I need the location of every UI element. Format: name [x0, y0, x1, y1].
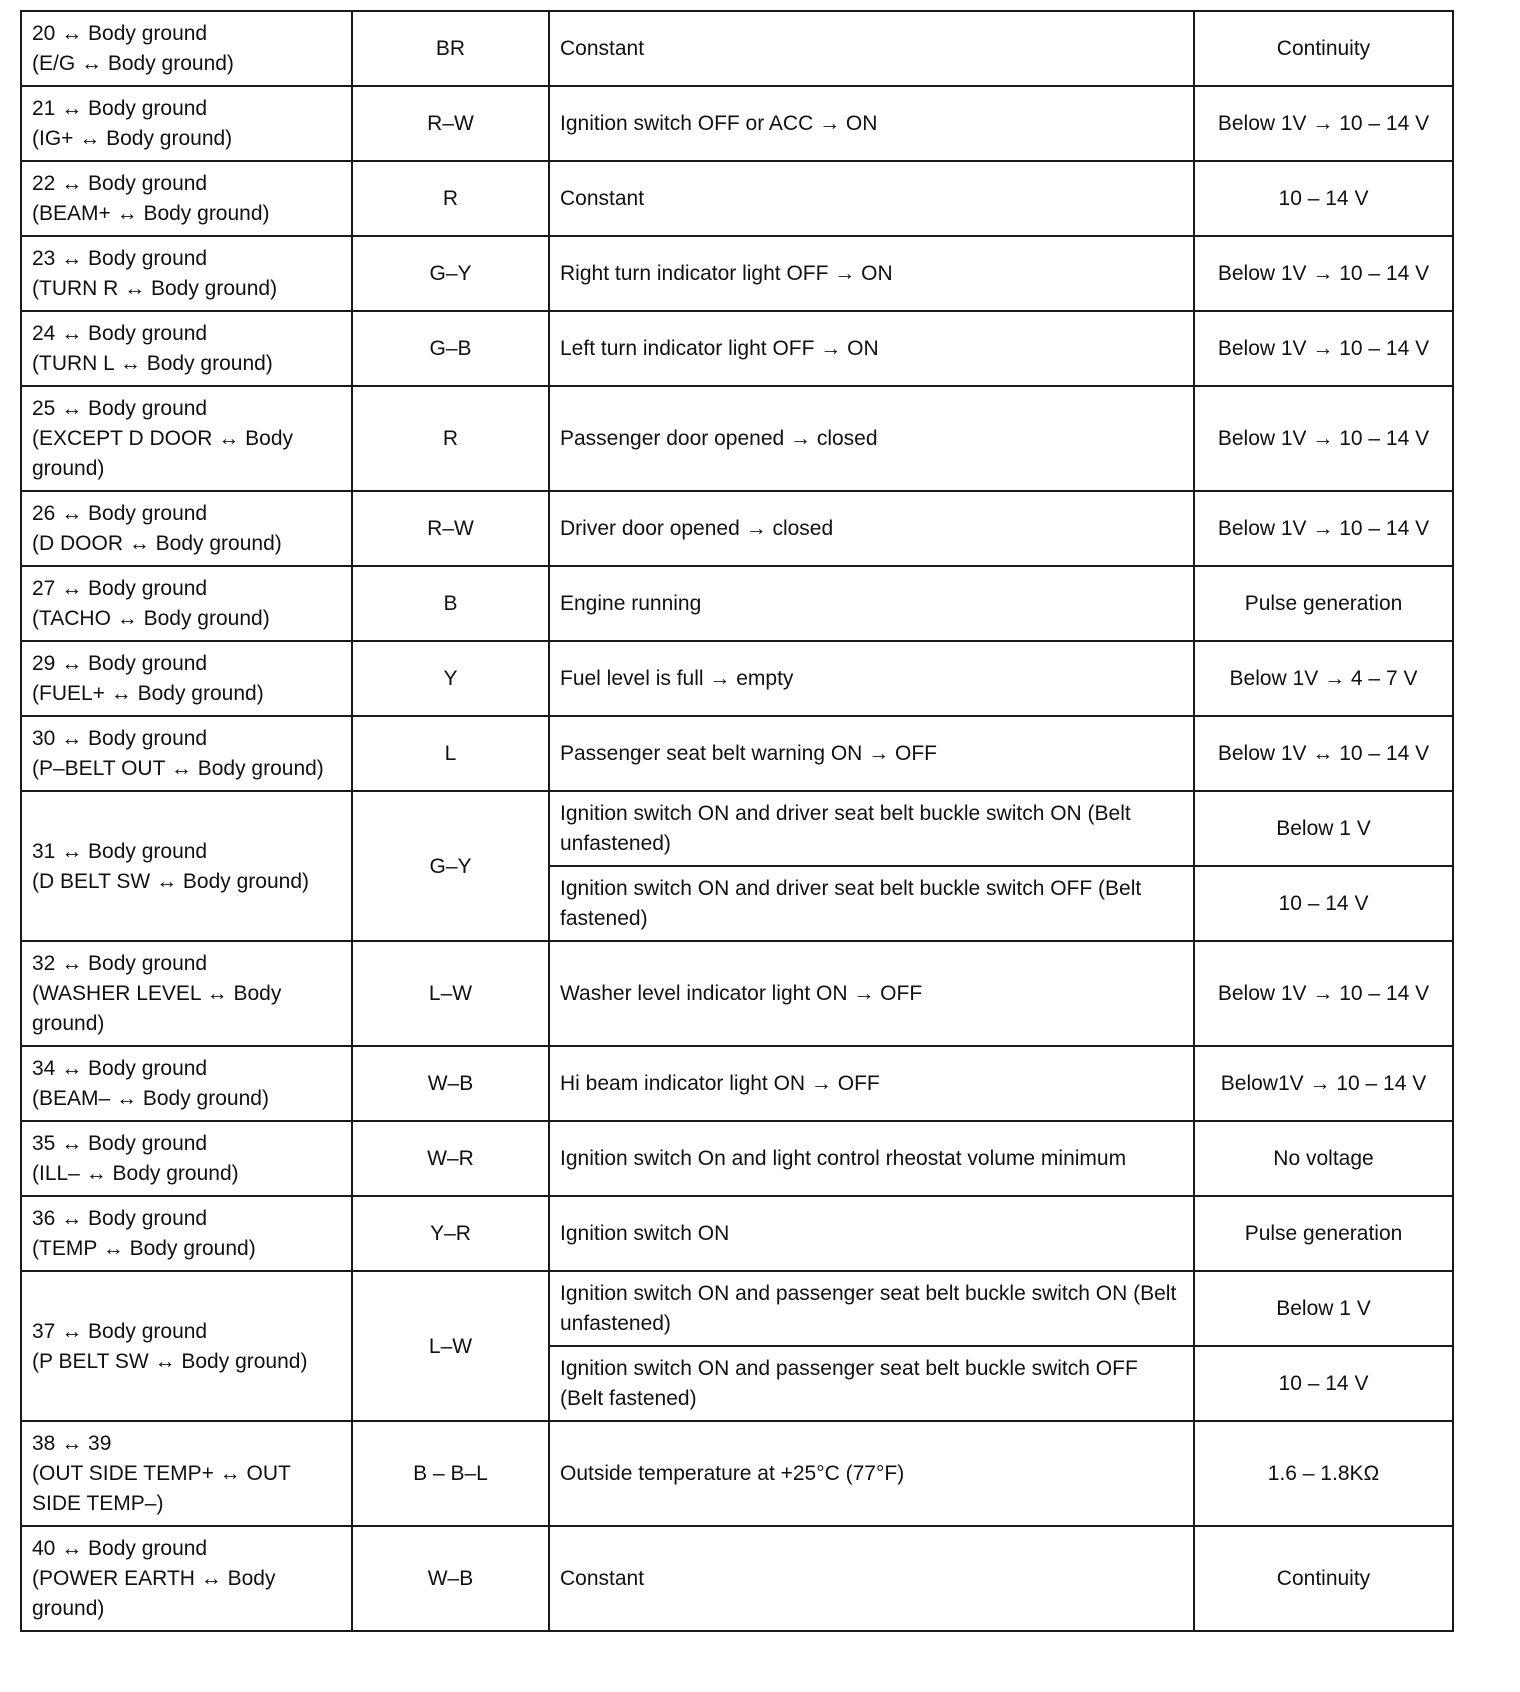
- wire-color-cell: W–B: [352, 1526, 549, 1631]
- table-row: [21, 566, 1453, 641]
- wire-color-cell: R: [352, 386, 549, 491]
- condition-cell: Washer level indicator light ON → OFF: [549, 941, 1194, 1046]
- terminal-cell: 27 ↔ Body ground (TACHO ↔ Body ground): [21, 566, 352, 641]
- wire-color-cell: G–B: [352, 311, 549, 386]
- terminal-cell: 34 ↔ Body ground (BEAM– ↔ Body ground): [21, 1046, 352, 1121]
- wire-color-cell: R–W: [352, 491, 549, 566]
- wire-color-cell: R–W: [352, 86, 549, 161]
- condition-cell: Constant: [549, 1526, 1194, 1631]
- terminal-cell: 37 ↔ Body ground (P BELT SW ↔ Body ground): [21, 1271, 352, 1421]
- table-row: [21, 1421, 1453, 1526]
- specification-cell: Below 1 V: [1194, 791, 1453, 866]
- condition-cell: Ignition switch ON and driver seat belt buckle switch ON (Belt unfastened): [549, 791, 1194, 866]
- condition-cell: Passenger seat belt warning ON → OFF: [549, 716, 1194, 791]
- specification-cell: Below 1V → 10 – 14 V: [1194, 86, 1453, 161]
- specification-cell: Below 1V → 10 – 14 V: [1194, 236, 1453, 311]
- wire-color-cell: G–Y: [352, 791, 549, 941]
- wire-color-cell: Y: [352, 641, 549, 716]
- specification-cell: 10 – 14 V: [1194, 1346, 1453, 1421]
- table-row: [21, 386, 1453, 491]
- condition-cell: Ignition switch ON and passenger seat belt buckle switch OFF (Belt fastened): [549, 1346, 1194, 1421]
- table-row: [21, 11, 1453, 86]
- specification-cell: Below1V → 10 – 14 V: [1194, 1046, 1453, 1121]
- condition-cell: Constant: [549, 161, 1194, 236]
- table-row: [21, 86, 1453, 161]
- terminal-cell: 21 ↔ Body ground (IG+ ↔ Body ground): [21, 86, 352, 161]
- table-row: [21, 1196, 1453, 1271]
- condition-cell: Passenger door opened → closed: [549, 386, 1194, 491]
- table-row: [21, 716, 1453, 791]
- wire-color-cell: W–R: [352, 1121, 549, 1196]
- condition-cell: Ignition switch ON and passenger seat belt buckle switch ON (Belt unfastened): [549, 1271, 1194, 1346]
- table-row: [21, 236, 1453, 311]
- specification-cell: Below 1V → 10 – 14 V: [1194, 491, 1453, 566]
- terminal-cell: 35 ↔ Body ground (ILL– ↔ Body ground): [21, 1121, 352, 1196]
- condition-cell: Ignition switch ON: [549, 1196, 1194, 1271]
- condition-cell: Ignition switch On and light control rheostat volume minimum: [549, 1121, 1194, 1196]
- condition-cell: Constant: [549, 11, 1194, 86]
- condition-cell: Ignition switch OFF or ACC → ON: [549, 86, 1194, 161]
- terminal-voltage-table: [20, 10, 1454, 1632]
- terminal-cell: 23 ↔ Body ground (TURN R ↔ Body ground): [21, 236, 352, 311]
- table-row: [21, 1271, 1453, 1346]
- table-row: [21, 491, 1453, 566]
- wire-color-cell: L–W: [352, 941, 549, 1046]
- terminal-cell: 29 ↔ Body ground (FUEL+ ↔ Body ground): [21, 641, 352, 716]
- terminal-inspection-sheet: [20, 10, 1454, 1632]
- specification-cell: 10 – 14 V: [1194, 161, 1453, 236]
- terminal-cell: 22 ↔ Body ground (BEAM+ ↔ Body ground): [21, 161, 352, 236]
- specification-cell: Below 1 V: [1194, 1271, 1453, 1346]
- specification-cell: Below 1V → 10 – 14 V: [1194, 311, 1453, 386]
- condition-cell: Outside temperature at +25°C (77°F): [549, 1421, 1194, 1526]
- table-row: [21, 311, 1453, 386]
- condition-cell: Hi beam indicator light ON → OFF: [549, 1046, 1194, 1121]
- specification-cell: No voltage: [1194, 1121, 1453, 1196]
- wire-color-cell: B – B–L: [352, 1421, 549, 1526]
- terminal-cell: 26 ↔ Body ground (D DOOR ↔ Body ground): [21, 491, 352, 566]
- specification-cell: Pulse generation: [1194, 566, 1453, 641]
- condition-cell: Ignition switch ON and driver seat belt buckle switch OFF (Belt fastened): [549, 866, 1194, 941]
- specification-cell: Pulse generation: [1194, 1196, 1453, 1271]
- specification-cell: 1.6 – 1.8KΩ: [1194, 1421, 1453, 1526]
- table-row: [21, 1046, 1453, 1121]
- terminal-cell: 20 ↔ Body ground (E/G ↔ Body ground): [21, 11, 352, 86]
- condition-cell: Driver door opened → closed: [549, 491, 1194, 566]
- table-row: [21, 941, 1453, 1046]
- condition-cell: Left turn indicator light OFF → ON: [549, 311, 1194, 386]
- terminal-cell: 25 ↔ Body ground (EXCEPT D DOOR ↔ Body ground): [21, 386, 352, 491]
- specification-cell: Continuity: [1194, 1526, 1453, 1631]
- wire-color-cell: B: [352, 566, 549, 641]
- wire-color-cell: R: [352, 161, 549, 236]
- terminal-cell: 30 ↔ Body ground (P–BELT OUT ↔ Body ground): [21, 716, 352, 791]
- wire-color-cell: L: [352, 716, 549, 791]
- condition-cell: Right turn indicator light OFF → ON: [549, 236, 1194, 311]
- wire-color-cell: L–W: [352, 1271, 549, 1421]
- condition-cell: Engine running: [549, 566, 1194, 641]
- terminal-cell: 32 ↔ Body ground (WASHER LEVEL ↔ Body ground): [21, 941, 352, 1046]
- specification-cell: Below 1V → 4 – 7 V: [1194, 641, 1453, 716]
- wire-color-cell: BR: [352, 11, 549, 86]
- specification-cell: Below 1V ↔ 10 – 14 V: [1194, 716, 1453, 791]
- specification-cell: Below 1V → 10 – 14 V: [1194, 386, 1453, 491]
- terminal-cell: 24 ↔ Body ground (TURN L ↔ Body ground): [21, 311, 352, 386]
- terminal-cell: 38 ↔ 39 (OUT SIDE TEMP+ ↔ OUT SIDE TEMP–): [21, 1421, 352, 1526]
- specification-cell: 10 – 14 V: [1194, 866, 1453, 941]
- table-row: [21, 1526, 1453, 1631]
- specification-cell: Below 1V → 10 – 14 V: [1194, 941, 1453, 1046]
- terminal-cell: 40 ↔ Body ground (POWER EARTH ↔ Body ground): [21, 1526, 352, 1631]
- terminal-cell: 31 ↔ Body ground (D BELT SW ↔ Body ground): [21, 791, 352, 941]
- wire-color-cell: W–B: [352, 1046, 549, 1121]
- table-row: [21, 1121, 1453, 1196]
- terminal-cell: 36 ↔ Body ground (TEMP ↔ Body ground): [21, 1196, 352, 1271]
- condition-cell: Fuel level is full → empty: [549, 641, 1194, 716]
- table-row: [21, 161, 1453, 236]
- wire-color-cell: G–Y: [352, 236, 549, 311]
- table-row: [21, 641, 1453, 716]
- table-row: [21, 791, 1453, 866]
- wire-color-cell: Y–R: [352, 1196, 549, 1271]
- specification-cell: Continuity: [1194, 11, 1453, 86]
